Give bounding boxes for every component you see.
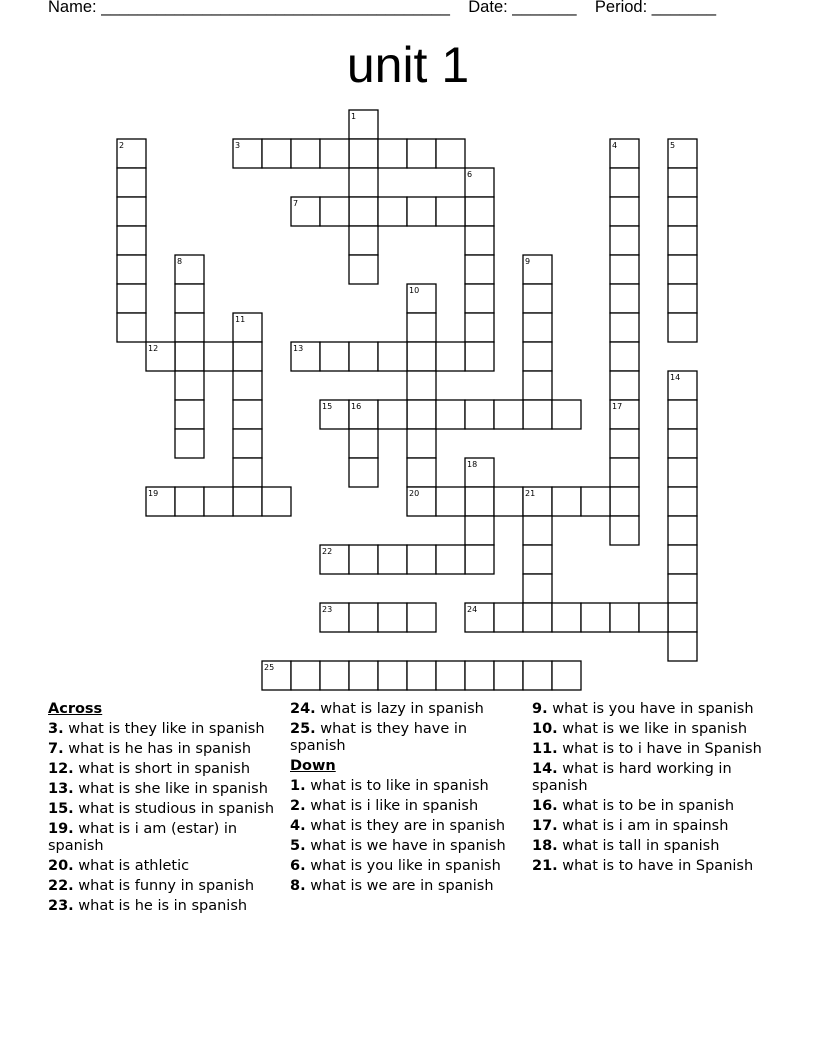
grid-cell[interactable] xyxy=(436,400,465,429)
grid-cell[interactable] xyxy=(349,168,378,197)
grid-cell[interactable] xyxy=(262,487,291,516)
clue-text: what is to i have in Spanish xyxy=(562,741,762,757)
grid-cell[interactable] xyxy=(523,313,552,342)
grid-cell[interactable] xyxy=(668,516,697,545)
grid-cell[interactable] xyxy=(117,226,146,255)
grid-cell[interactable] xyxy=(436,342,465,371)
across-heading: Across xyxy=(48,701,103,717)
clue-item xyxy=(48,761,280,778)
clue-number: 11. xyxy=(532,741,558,757)
grid-cell[interactable] xyxy=(465,313,494,342)
grid-cell[interactable] xyxy=(610,458,639,487)
clue-number: 2. xyxy=(290,797,306,814)
clue-number: 5. xyxy=(290,837,306,854)
grid-cell[interactable] xyxy=(523,371,552,400)
grid-cell[interactable] xyxy=(175,400,204,429)
clue-item xyxy=(532,721,764,738)
clue-item xyxy=(48,821,280,854)
grid-cell[interactable] xyxy=(233,400,262,429)
cell-number: 4 xyxy=(612,141,618,150)
clue-item xyxy=(532,741,764,758)
grid-cell[interactable] xyxy=(175,284,204,313)
grid-cell[interactable] xyxy=(465,661,494,690)
grid-cell[interactable] xyxy=(610,487,639,516)
cell-number: 2 xyxy=(119,141,125,150)
grid-cell[interactable] xyxy=(668,458,697,487)
clue-number: 14. xyxy=(532,761,558,777)
grid-cell[interactable] xyxy=(523,342,552,371)
grid-cell[interactable] xyxy=(552,487,581,516)
cell-number: 12 xyxy=(148,344,159,353)
across-clue-list xyxy=(48,721,280,914)
cell-number: 24 xyxy=(467,605,478,614)
clue-text: what is athletic xyxy=(78,857,190,874)
clue-item xyxy=(532,838,764,855)
clue-item xyxy=(48,781,280,798)
grid-cell[interactable] xyxy=(349,458,378,487)
grid-cell[interactable] xyxy=(233,371,262,400)
grid-cell[interactable] xyxy=(349,545,378,574)
clue-number: 13. xyxy=(48,781,74,797)
clue-number: 19. xyxy=(48,821,74,837)
grid-cell[interactable] xyxy=(610,197,639,226)
grid-cell[interactable] xyxy=(378,400,407,429)
clue-number: 16. xyxy=(532,797,558,814)
grid-cell[interactable] xyxy=(233,342,262,371)
cell-number: 17 xyxy=(612,402,623,411)
grid-cell[interactable] xyxy=(320,661,349,690)
cell-number: 16 xyxy=(351,402,362,411)
grid-cell[interactable] xyxy=(349,226,378,255)
clue-number: 17. xyxy=(532,817,558,834)
grid-cell[interactable] xyxy=(175,313,204,342)
grid-cell[interactable] xyxy=(465,400,494,429)
grid-cell[interactable] xyxy=(349,197,378,226)
grid-cell[interactable] xyxy=(175,487,204,516)
name-line[interactable]: ______________________________________ xyxy=(101,0,450,16)
grid-cell[interactable] xyxy=(610,603,639,632)
grid-cell[interactable] xyxy=(233,487,262,516)
cell-number: 20 xyxy=(409,489,420,498)
cell-number: 10 xyxy=(409,286,420,295)
clues-column-2 xyxy=(290,701,522,898)
grid-cell[interactable] xyxy=(378,545,407,574)
clue-number: 9. xyxy=(532,701,548,717)
grid-cell[interactable] xyxy=(494,603,523,632)
grid-cell[interactable] xyxy=(117,168,146,197)
clue-number: 22. xyxy=(48,877,74,894)
grid-cell[interactable] xyxy=(610,284,639,313)
clue-item xyxy=(48,801,280,818)
grid-cell[interactable] xyxy=(465,516,494,545)
grid-cell[interactable] xyxy=(349,603,378,632)
grid-cell[interactable] xyxy=(349,429,378,458)
grid-cell[interactable] xyxy=(668,226,697,255)
clue-item xyxy=(532,761,764,794)
grid-cell[interactable] xyxy=(407,661,436,690)
grid-cell[interactable] xyxy=(175,371,204,400)
grid-cell[interactable] xyxy=(407,371,436,400)
clue-item xyxy=(532,701,764,718)
clue-text: what is he is in spanish xyxy=(78,897,248,914)
clue-number: 6. xyxy=(290,857,306,874)
clue-item xyxy=(532,858,764,875)
cell-number: 13 xyxy=(293,344,304,353)
clue-item xyxy=(290,721,522,754)
grid-cell[interactable] xyxy=(465,197,494,226)
cell-number: 3 xyxy=(235,141,241,150)
grid-cell[interactable] xyxy=(320,139,349,168)
grid-cell[interactable] xyxy=(349,255,378,284)
grid-cell[interactable] xyxy=(668,632,697,661)
grid-cell[interactable] xyxy=(436,139,465,168)
grid-cell[interactable] xyxy=(407,545,436,574)
grid-cell[interactable] xyxy=(349,139,378,168)
grid-cell[interactable] xyxy=(436,545,465,574)
grid-cell[interactable] xyxy=(610,168,639,197)
grid-cell[interactable] xyxy=(668,255,697,284)
clue-text: what is you like in spanish xyxy=(310,857,501,874)
grid-cell[interactable] xyxy=(523,516,552,545)
clue-text: what is i like in spanish xyxy=(310,797,479,814)
clue-number: 3. xyxy=(48,721,64,737)
clue-text: what is she like in spanish xyxy=(78,781,268,797)
grid-cell[interactable] xyxy=(407,313,436,342)
clue-number: 20. xyxy=(48,857,74,874)
grid-cell[interactable] xyxy=(610,516,639,545)
clue-number: 24. xyxy=(290,701,316,717)
clue-number: 18. xyxy=(532,837,558,854)
grid-cell[interactable] xyxy=(465,342,494,371)
grid-cell[interactable] xyxy=(523,603,552,632)
clue-number: 23. xyxy=(48,897,74,914)
grid-cell[interactable] xyxy=(378,139,407,168)
cell-number: 25 xyxy=(264,663,275,672)
grid-cell[interactable] xyxy=(320,342,349,371)
grid-cell[interactable] xyxy=(581,487,610,516)
clue-item xyxy=(290,858,522,875)
cell-number: 23 xyxy=(322,605,333,614)
clue-item xyxy=(48,898,280,915)
grid-cell[interactable] xyxy=(378,342,407,371)
clue-text: what is i am (estar) in spanish xyxy=(48,821,238,854)
cell-number: 1 xyxy=(351,112,357,121)
clue-text: what is he has in spanish xyxy=(68,741,252,757)
grid-cell[interactable] xyxy=(436,487,465,516)
down-clue-list xyxy=(290,778,522,895)
grid-cell[interactable] xyxy=(494,661,523,690)
name-label: Name: xyxy=(48,0,97,16)
grid-cell[interactable] xyxy=(494,400,523,429)
clue-text: what is i am in spainsh xyxy=(562,817,729,834)
cell-number: 15 xyxy=(322,402,333,411)
clue-text: what is funny in spanish xyxy=(78,877,255,894)
grid-cell[interactable] xyxy=(639,603,668,632)
down-heading: Down xyxy=(290,757,336,774)
clue-item xyxy=(48,878,280,895)
grid-cell[interactable] xyxy=(610,226,639,255)
down-clue-list-continued xyxy=(532,701,764,874)
grid-cell[interactable] xyxy=(436,661,465,690)
clue-number: 12. xyxy=(48,761,74,777)
clue-text: what is hard working in spanish xyxy=(532,761,732,794)
period-line[interactable]: _______ xyxy=(651,0,717,16)
date-line[interactable]: _______ xyxy=(512,0,577,16)
grid-cell[interactable] xyxy=(407,603,436,632)
grid-cell[interactable] xyxy=(407,139,436,168)
grid-cell[interactable] xyxy=(581,603,610,632)
grid-cell[interactable] xyxy=(349,661,378,690)
clue-number: 7. xyxy=(48,741,64,757)
grid-cell[interactable] xyxy=(465,226,494,255)
grid-cell[interactable] xyxy=(175,342,204,371)
grid-cell[interactable] xyxy=(465,545,494,574)
clue-text: what is to like in spanish xyxy=(310,777,489,794)
clue-text: what is lazy in spanish xyxy=(320,701,484,717)
clue-item xyxy=(290,701,522,718)
grid-cell[interactable] xyxy=(552,661,581,690)
clue-text: what is we are in spanish xyxy=(310,877,494,894)
cell-number: 11 xyxy=(235,315,246,324)
clue-text: what is they like in spanish xyxy=(68,721,265,737)
grid-cell[interactable] xyxy=(204,342,233,371)
clue-text: what is short in spanish xyxy=(78,761,251,777)
cell-number: 6 xyxy=(467,170,473,179)
grid-cell[interactable] xyxy=(610,371,639,400)
cell-number: 5 xyxy=(670,141,676,150)
clue-text: what is to have in Spanish xyxy=(562,857,754,874)
grid-cell[interactable] xyxy=(407,400,436,429)
clue-item xyxy=(290,818,522,835)
cell-number: 19 xyxy=(148,489,159,498)
grid-cell[interactable] xyxy=(378,197,407,226)
grid-cell[interactable] xyxy=(465,284,494,313)
grid-cell[interactable] xyxy=(233,429,262,458)
grid-cell[interactable] xyxy=(117,313,146,342)
clue-number: 8. xyxy=(290,877,306,894)
clue-number: 21. xyxy=(532,857,558,874)
grid-cell[interactable] xyxy=(465,255,494,284)
grid-cell[interactable] xyxy=(465,487,494,516)
grid-cell[interactable] xyxy=(407,342,436,371)
grid-cell[interactable] xyxy=(668,429,697,458)
clue-text: what is you have in spanish xyxy=(552,701,754,717)
grid-cell[interactable] xyxy=(552,603,581,632)
grid-cell[interactable] xyxy=(668,400,697,429)
grid-cell[interactable] xyxy=(668,487,697,516)
grid-cell[interactable] xyxy=(204,487,233,516)
grid-cell[interactable] xyxy=(552,400,581,429)
clue-item xyxy=(48,741,280,758)
grid-cell[interactable] xyxy=(436,197,465,226)
grid-cell[interactable] xyxy=(668,284,697,313)
grid-cell[interactable] xyxy=(668,197,697,226)
grid-cell[interactable] xyxy=(320,197,349,226)
period-label: Period: xyxy=(594,0,648,16)
clue-item xyxy=(48,858,280,875)
cell-number: 22 xyxy=(322,547,333,556)
grid-cell[interactable] xyxy=(494,487,523,516)
cell-number: 8 xyxy=(177,257,183,266)
cell-number: 7 xyxy=(293,199,299,208)
clue-text: what is tall in spanish xyxy=(562,837,720,854)
clue-item xyxy=(290,778,522,795)
grid-cell[interactable] xyxy=(378,603,407,632)
grid-cell[interactable] xyxy=(523,574,552,603)
grid-cell[interactable] xyxy=(523,661,552,690)
grid-cell[interactable] xyxy=(407,429,436,458)
grid-cell[interactable] xyxy=(668,545,697,574)
clue-number: 25. xyxy=(290,721,316,737)
grid-cell[interactable] xyxy=(610,342,639,371)
date-label: Date: xyxy=(468,0,508,16)
clue-text: what is we like in spanish xyxy=(562,721,748,737)
grid-cell[interactable] xyxy=(610,255,639,284)
clue-item xyxy=(290,838,522,855)
grid-cell[interactable] xyxy=(117,284,146,313)
clue-text: what is we have in spanish xyxy=(310,837,506,854)
clue-number: 10. xyxy=(532,721,558,737)
clue-text: what is they are in spanish xyxy=(310,817,506,834)
grid-cell[interactable] xyxy=(523,284,552,313)
clues-column-3 xyxy=(532,701,764,878)
clue-item xyxy=(532,798,764,815)
grid-cell[interactable] xyxy=(668,313,697,342)
grid-cell[interactable] xyxy=(407,458,436,487)
grid-cell[interactable] xyxy=(610,429,639,458)
grid-cell[interactable] xyxy=(668,574,697,603)
across-clue-list-continued xyxy=(290,701,522,754)
clue-text: what is they have in spanish xyxy=(290,721,468,754)
grid-cell[interactable] xyxy=(175,429,204,458)
clue-item xyxy=(48,721,280,738)
grid-cell[interactable] xyxy=(407,197,436,226)
grid-cell[interactable] xyxy=(117,255,146,284)
grid-cell[interactable] xyxy=(349,342,378,371)
cell-number: 21 xyxy=(525,489,536,498)
cell-number: 18 xyxy=(467,460,478,469)
grid-cell[interactable] xyxy=(262,139,291,168)
clue-number: 15. xyxy=(48,801,74,817)
clue-number: 1. xyxy=(290,777,306,794)
page-title: unit 1 xyxy=(346,37,470,93)
grid-cell[interactable] xyxy=(523,545,552,574)
clues-column-1 xyxy=(48,701,280,918)
clue-item xyxy=(290,878,522,895)
clue-item xyxy=(290,798,522,815)
clue-text: what is to be in spanish xyxy=(562,797,735,814)
grid-cell[interactable] xyxy=(233,458,262,487)
cell-number: 9 xyxy=(525,257,531,266)
clue-item xyxy=(532,818,764,835)
grid-cell[interactable] xyxy=(610,313,639,342)
grid-cell[interactable] xyxy=(523,400,552,429)
grid-cell[interactable] xyxy=(291,139,320,168)
grid-cell[interactable] xyxy=(668,603,697,632)
grid-cell[interactable] xyxy=(291,661,320,690)
cell-number: 14 xyxy=(670,373,681,382)
grid-cell[interactable] xyxy=(117,197,146,226)
clue-number: 4. xyxy=(290,817,306,834)
grid-cell[interactable] xyxy=(378,661,407,690)
grid-cell[interactable] xyxy=(668,168,697,197)
clue-text: what is studious in spanish xyxy=(78,801,275,817)
